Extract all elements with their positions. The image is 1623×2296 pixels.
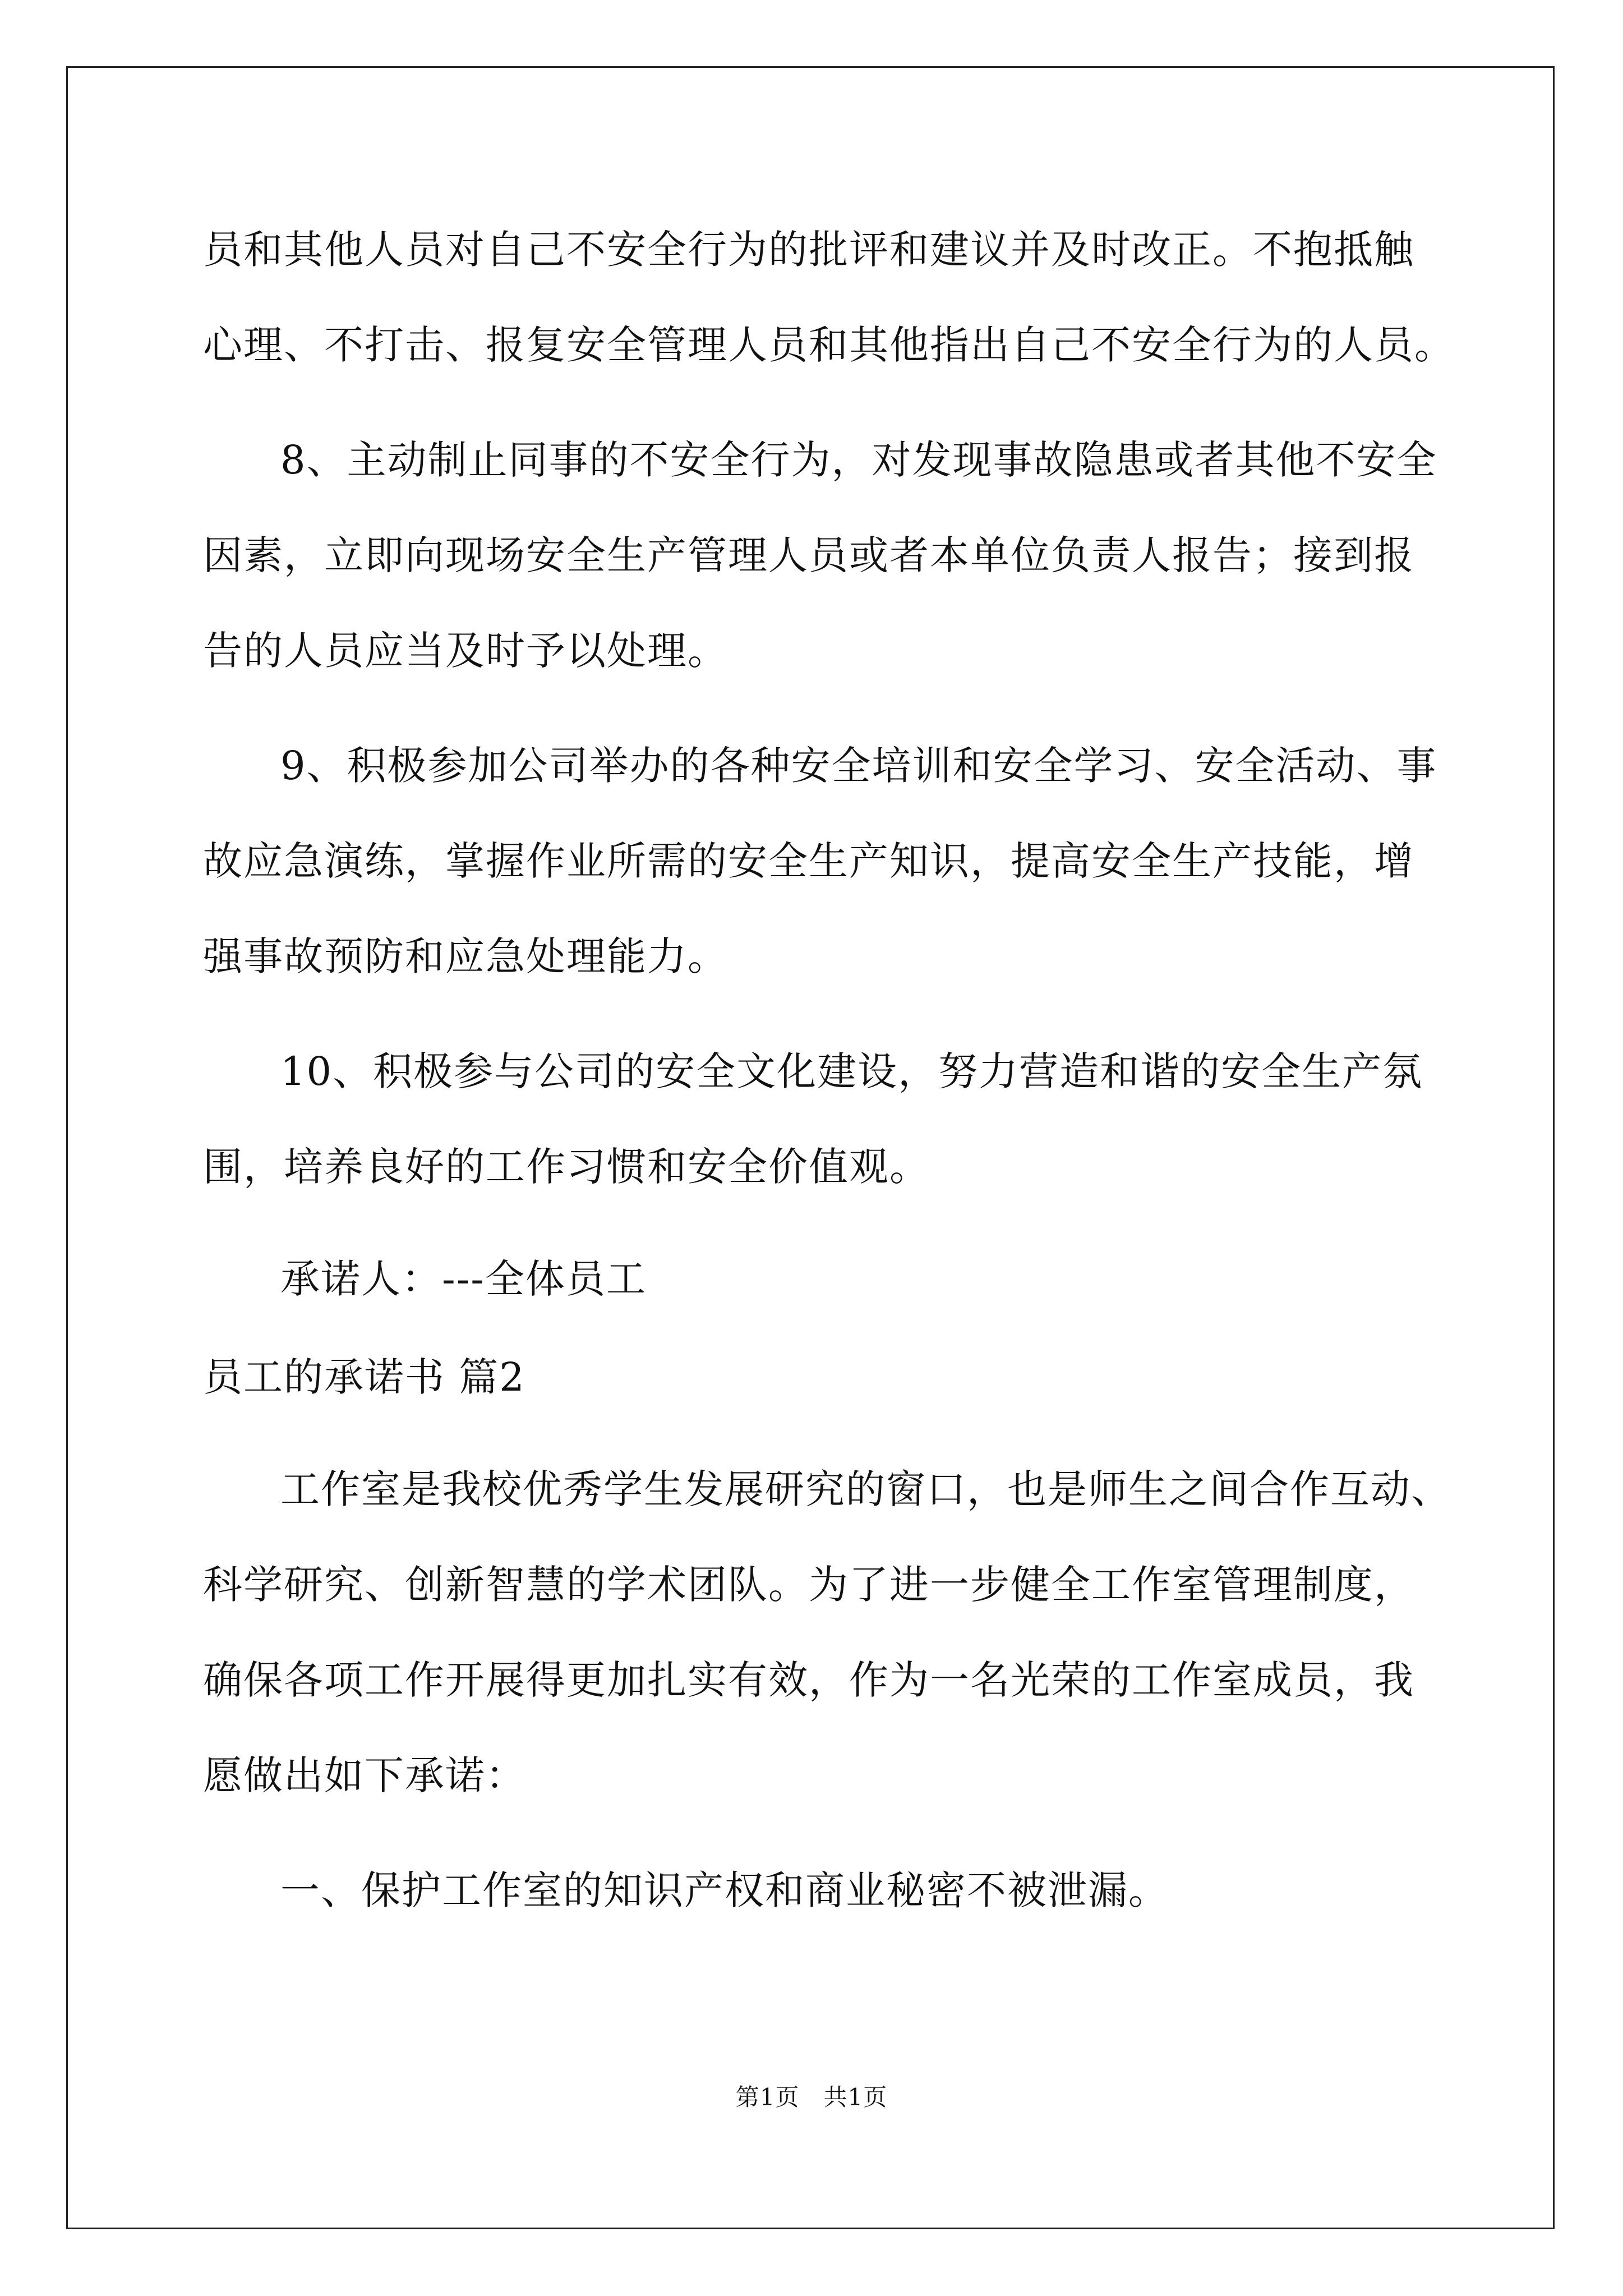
signature-line: 承诺人：---全体员工	[280, 1256, 647, 1302]
paragraph-line: 心理、不打击、报复安全管理人员和其他指出自己不安全行为的人员。	[203, 322, 1455, 368]
paragraph-line: 因素，立即向现场安全生产管理人员或者本单位负责人报告；接到报	[203, 532, 1414, 578]
paragraph-line: 告的人员应当及时予以处理。	[203, 628, 728, 674]
item-9-line: 9、积极参加公司举办的各种安全培训和安全学习、安全活动、事	[280, 743, 1437, 789]
paragraph-line: 围，培养良好的工作习惯和安全价值观。	[203, 1144, 930, 1190]
paragraph-line: 强事故预防和应急处理能力。	[203, 933, 728, 979]
page-footer: 第1页 共1页	[735, 2083, 888, 2111]
pledge-item-1: 一、保护工作室的知识产权和商业秘密不被泄漏。	[280, 1867, 1169, 1913]
section-heading: 员工的承诺书 篇2	[203, 1354, 525, 1400]
paragraph-line: 员和其他人员对自己不安全行为的批评和建议并及时改正。不抱抵触	[203, 227, 1414, 273]
paragraph-line: 故应急演练，掌握作业所需的安全生产知识，提高安全生产技能，增	[203, 838, 1414, 884]
item-10-line: 10、积极参与公司的安全文化建设，努力营造和谐的安全生产氛	[280, 1048, 1423, 1094]
paragraph-line: 确保各项工作开展得更加扎实有效，作为一名光荣的工作室成员，我	[203, 1657, 1414, 1703]
item-8-line: 8、主动制止同事的不安全行为，对发现事故隐患或者其他不安全	[280, 437, 1437, 483]
paragraph-line: 愿做出如下承诺：	[203, 1752, 526, 1798]
paragraph-line: 科学研究、创新智慧的学术团队。为了进一步健全工作室管理制度，	[203, 1562, 1414, 1608]
paragraph-line: 工作室是我校优秀学生发展研究的窗口，也是师生之间合作互动、	[280, 1466, 1451, 1512]
